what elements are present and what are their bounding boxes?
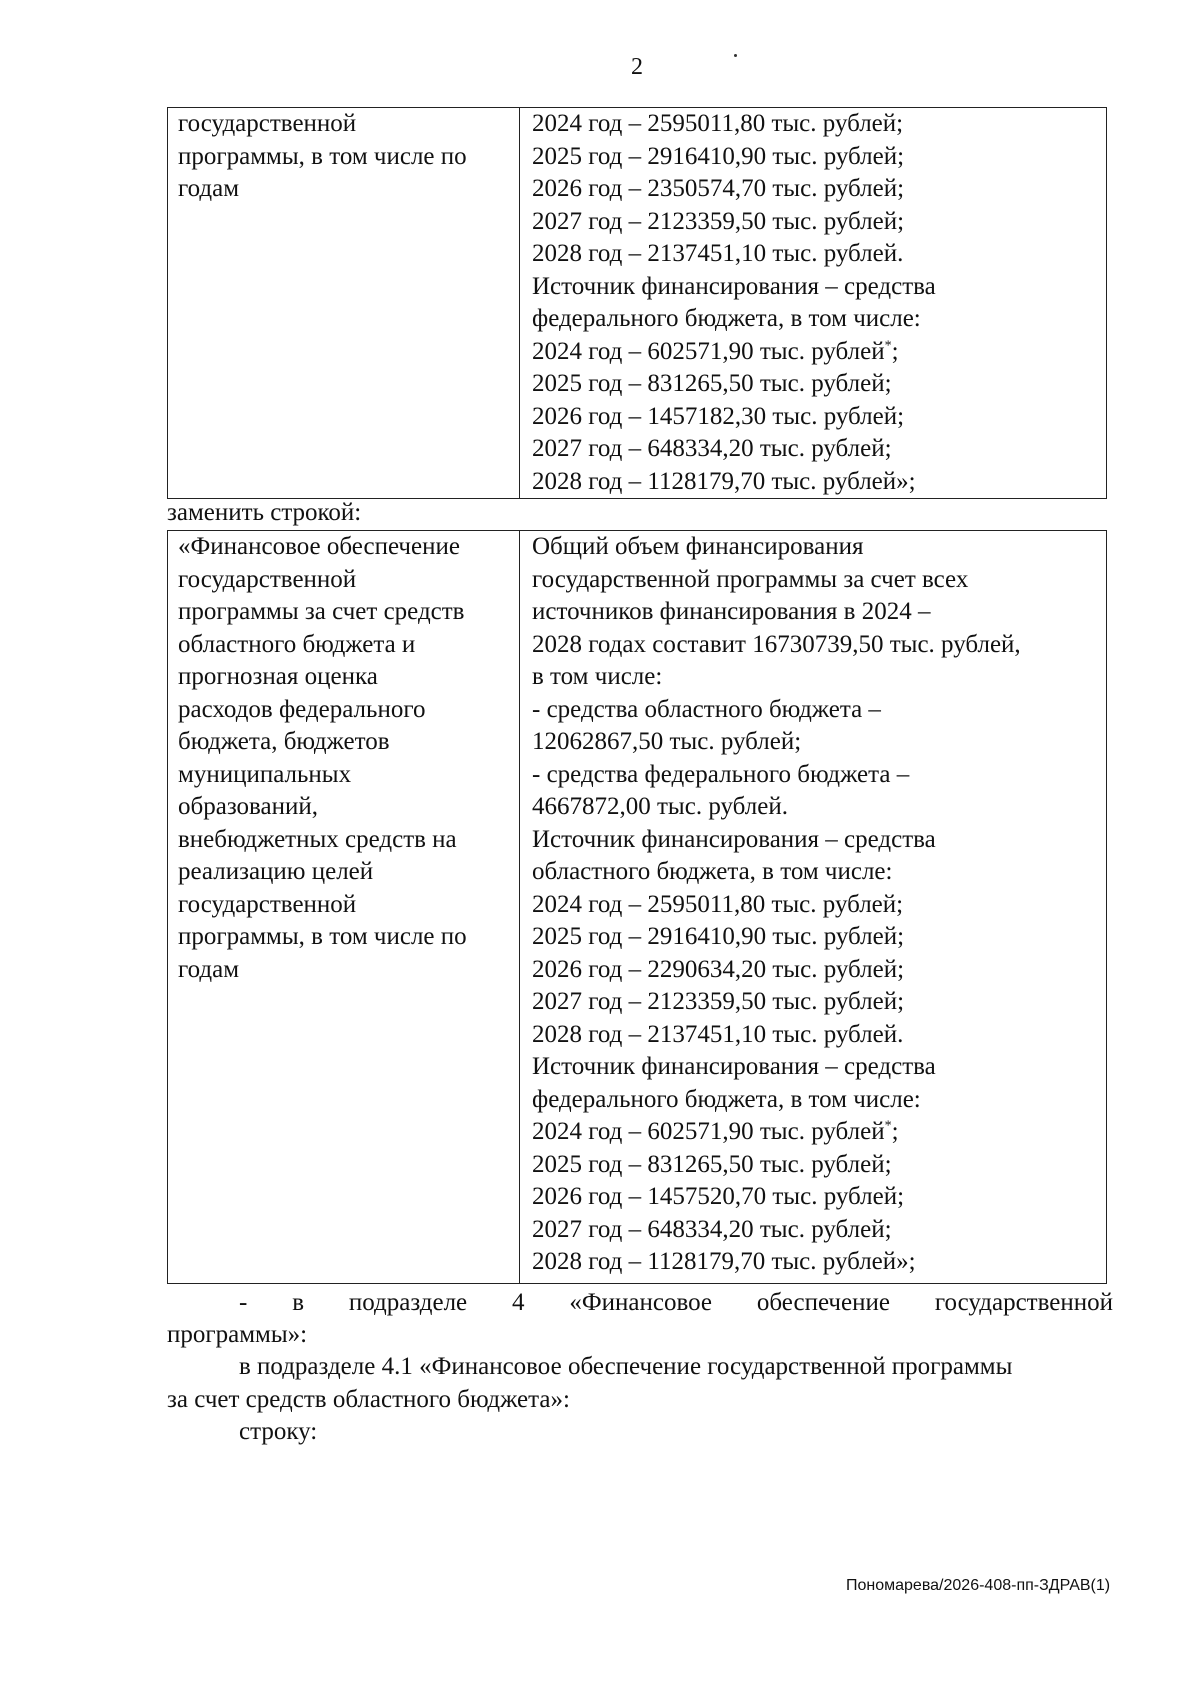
- table-old: [167, 107, 1107, 499]
- right-line: Источник финансирования – средства: [532, 825, 936, 853]
- table-new-right-cell: [520, 531, 1106, 1283]
- right-line: 2027 год – 648334,20 тыс. рублей;: [532, 1215, 892, 1243]
- left-line: образований,: [178, 793, 319, 820]
- right-line: 2024 год – 602571,90 тыс. рублей*;: [532, 1118, 899, 1145]
- left-line: программы, в том числе по: [178, 923, 467, 950]
- right-line: 2026 год – 1457520,70 тыс. рублей;: [532, 1183, 905, 1210]
- right-line: 2028 год – 2137451,10 тыс. рублей.: [532, 1020, 904, 1048]
- right-line: 2024 год – 2595011,80 тыс. рублей;: [532, 110, 904, 137]
- left-line: программы, в том числе по: [178, 142, 467, 170]
- left-line: государственной: [178, 890, 357, 918]
- left-line: реализацию целей: [178, 858, 374, 885]
- paragraph-1-line-2: программы»:: [167, 1321, 308, 1348]
- right-line: 2028 годах составит 16730739,50 тыс. рублей,: [532, 630, 1021, 658]
- right-line: 2028 год – 2137451,10 тыс. рублей.: [532, 240, 904, 267]
- paragraph-2-line-2: за счет средств областного бюджета»:: [167, 1386, 570, 1413]
- left-line: годам: [178, 175, 240, 202]
- left-line: программы за счет средств: [178, 598, 465, 625]
- right-line: 2024 год – 2595011,80 тыс. рублей;: [532, 890, 904, 918]
- right-line: областного бюджета, в том числе:: [532, 858, 893, 885]
- right-line: государственной программы за счет всех: [532, 565, 969, 593]
- right-line: Источник финансирования – средства: [532, 272, 936, 300]
- right-line: 2025 год – 831265,50 тыс. рублей;: [532, 1150, 892, 1178]
- table-old-left-cell: [168, 108, 520, 498]
- right-line: 2027 год – 648334,20 тыс. рублей;: [532, 435, 892, 462]
- right-line: Общий объем финансирования: [532, 533, 864, 560]
- footer-code: Пономарева/2026-408-пп-ЗДРАВ(1): [846, 1577, 1111, 1594]
- right-line: 2026 год – 2350574,70 тыс. рублей;: [532, 175, 905, 202]
- page-number: 2: [631, 54, 643, 80]
- right-line: - средства федерального бюджета –: [532, 760, 910, 788]
- paragraph-1-line-1: - в подразделе 4 «Финансовое обеспечение государственной: [239, 1289, 1113, 1316]
- right-line: в том числе:: [532, 663, 663, 690]
- left-line: бюджета, бюджетов: [178, 728, 390, 755]
- left-line: прогнозная оценка: [178, 663, 378, 690]
- right-line: источников финансирования в 2024 –: [532, 598, 931, 625]
- right-line: - средства областного бюджета –: [532, 695, 881, 723]
- right-line: 2024 год – 602571,90 тыс. рублей*;: [532, 337, 899, 365]
- left-line: государственной: [178, 110, 357, 137]
- left-line: областного бюджета и: [178, 630, 416, 658]
- table-new-left-cell: [168, 531, 520, 1283]
- left-line: муниципальных: [178, 760, 352, 788]
- right-line: 2027 год – 2123359,50 тыс. рублей;: [532, 207, 905, 235]
- left-line: расходов федерального: [178, 695, 426, 723]
- left-line: государственной: [178, 565, 357, 593]
- replace-label: заменить строкой:: [167, 499, 362, 526]
- right-line: 4667872,00 тыс. рублей.: [532, 793, 788, 820]
- right-line: 12062867,50 тыс. рублей;: [532, 728, 802, 755]
- scan-dot: [734, 54, 737, 57]
- right-line: 2026 год – 1457182,30 тыс. рублей;: [532, 402, 905, 430]
- paragraph-2-line-1: в подразделе 4.1 «Финансовое обеспечение государственной программы: [239, 1353, 1013, 1380]
- right-line: федерального бюджета, в том числе:: [532, 1085, 921, 1113]
- table-new: [167, 530, 1107, 1284]
- right-line: 2028 год – 1128179,70 тыс. рублей»;: [532, 467, 916, 495]
- right-line: 2025 год – 831265,50 тыс. рублей;: [532, 370, 892, 397]
- right-line: 2026 год – 2290634,20 тыс. рублей;: [532, 955, 905, 983]
- paragraph-3: строку:: [239, 1418, 318, 1445]
- right-line: 2028 год – 1128179,70 тыс. рублей»;: [532, 1248, 916, 1275]
- left-line: «Финансовое обеспечение: [178, 533, 460, 560]
- right-line: Источник финансирования – средства: [532, 1053, 936, 1080]
- table-old-right-cell: [520, 108, 1106, 498]
- right-line: 2027 год – 2123359,50 тыс. рублей;: [532, 988, 905, 1015]
- right-line: 2025 год – 2916410,90 тыс. рублей;: [532, 142, 905, 170]
- left-line: внебюджетных средств на: [178, 825, 457, 853]
- right-line: федерального бюджета, в том числе:: [532, 305, 921, 332]
- right-line: 2025 год – 2916410,90 тыс. рублей;: [532, 923, 905, 950]
- left-line: годам: [178, 955, 240, 983]
